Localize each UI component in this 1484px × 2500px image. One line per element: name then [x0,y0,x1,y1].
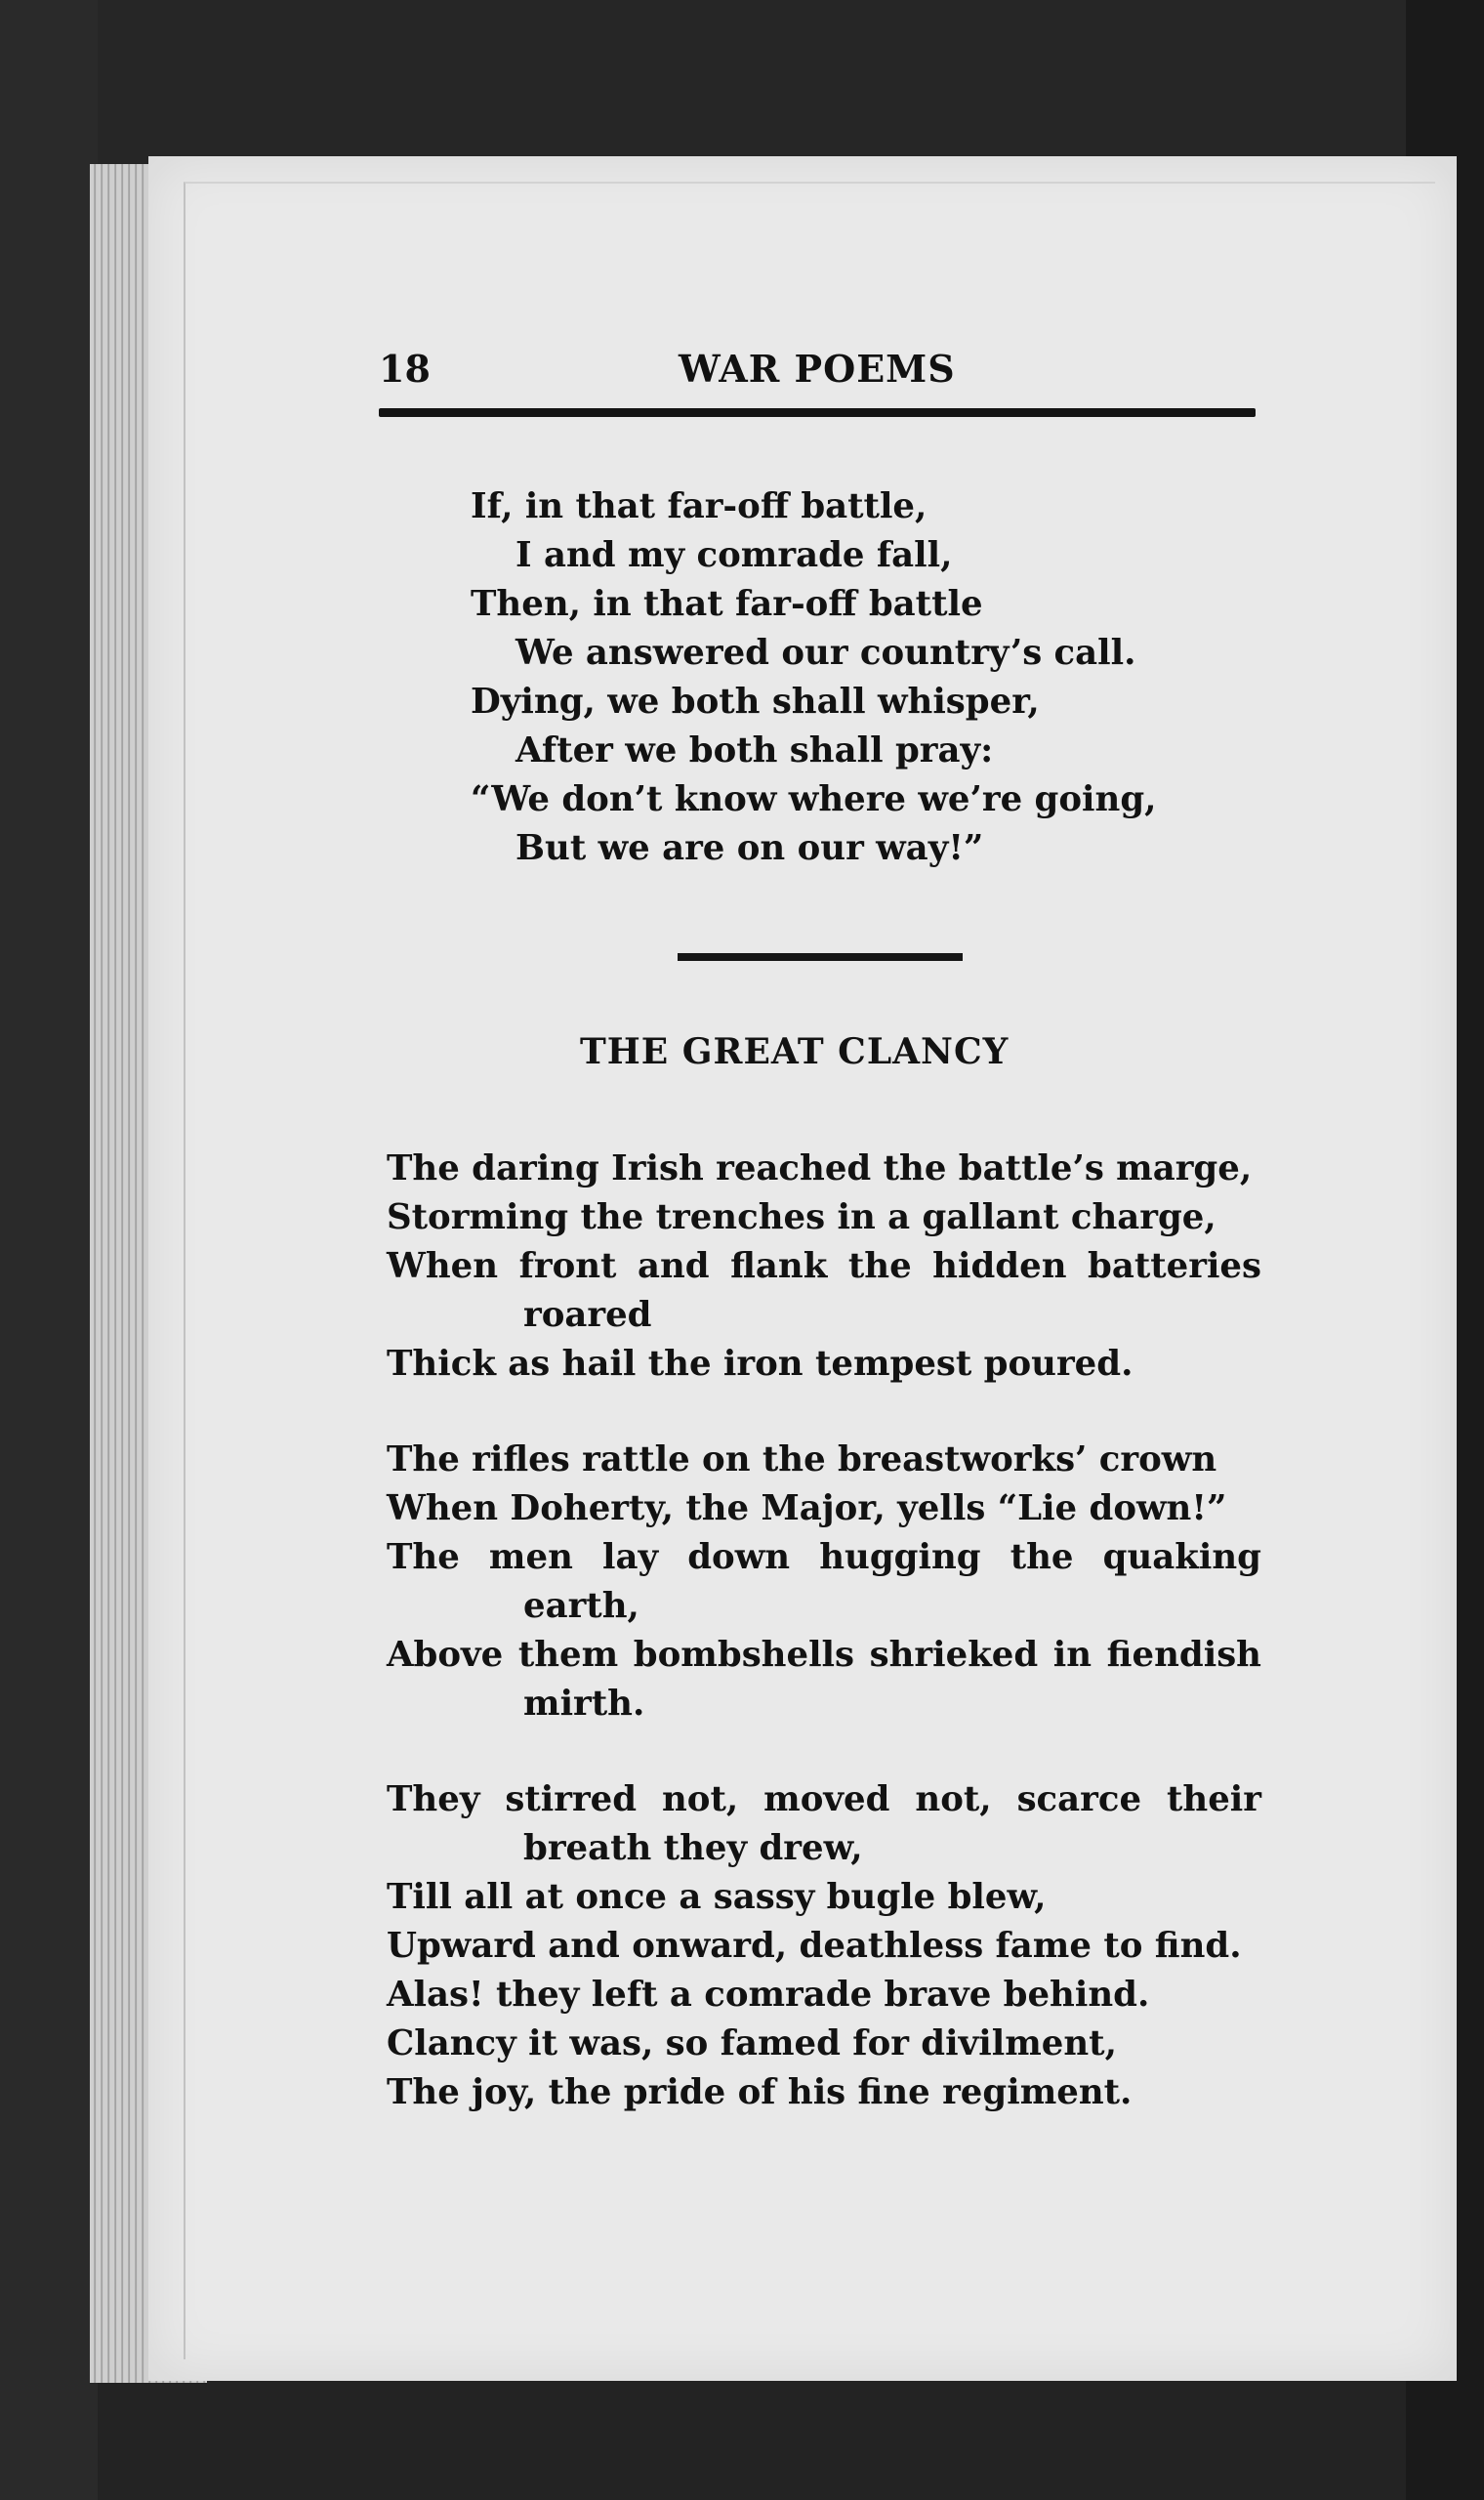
poem-line: Till all at once a sassy bugle blew, [387,1877,1047,1917]
stanza-gap [387,1389,1265,1436]
poem-line: Dying, we both shall whisper, [471,682,1040,722]
poem-line: Thick as hail the iron tempest poured. [387,1344,1134,1384]
poem-line-continuation: breath they drew, [523,1828,863,1868]
poem-line: When front and flank the hidden batteries [387,1246,1261,1286]
poem-line: Upward and onward, deathless fame to find. [387,1926,1242,1966]
poem-line: Above them bombshells shrieked in fiendish [387,1635,1261,1675]
poem-line: The daring Irish reached the battle’s marge, [387,1148,1253,1188]
poem-line: The joy, the pride of his fine regiment. [387,2072,1133,2112]
poem-line: But we are on our way!” [515,828,984,868]
poem-line: After we both shall pray: [515,730,994,771]
poem-stanza-opening [471,482,1157,873]
scanner-background-top [0,0,1484,166]
poem-line-continuation: earth, [523,1586,639,1626]
running-title: WAR POEMS [679,347,956,391]
poem-great-clancy [387,1145,1265,2117]
poem-line-continuation: roared [523,1295,652,1335]
poem-line: I and my comrade fall, [515,535,953,575]
scanner-background-left [0,0,98,2500]
poem-line: The rifles rattle on the breastworks’ crown [387,1439,1217,1479]
poem-line: We answered our country’s call. [515,633,1136,673]
running-header [379,347,1257,405]
poem-line: “We don’t know where we’re going, [471,779,1157,819]
poem-line-continuation: mirth. [523,1684,645,1724]
poem-line: When Doherty, the Major, yells “Lie down!” [387,1488,1227,1528]
poem-line: If, in that far-off battle, [471,486,928,526]
stanza-gap [387,1729,1265,1775]
page-number: 18 [379,347,431,391]
poem-line: Alas! they left a comrade brave behind. [387,1975,1150,2015]
poem-title: THE GREAT CLANCY [580,1031,1010,1072]
poem-line: Storming the trenches in a gallant charge, [387,1197,1216,1237]
poem-line: They stirred not, moved not, scarce their [387,1779,1261,1819]
poem-line: Clancy it was, so famed for divilment, [387,2023,1117,2063]
header-rule [379,408,1256,417]
section-divider [678,953,963,961]
poem-line: The men lay down hugging the quaking [387,1537,1261,1577]
poem-line: Then, in that far-off battle [471,584,983,624]
